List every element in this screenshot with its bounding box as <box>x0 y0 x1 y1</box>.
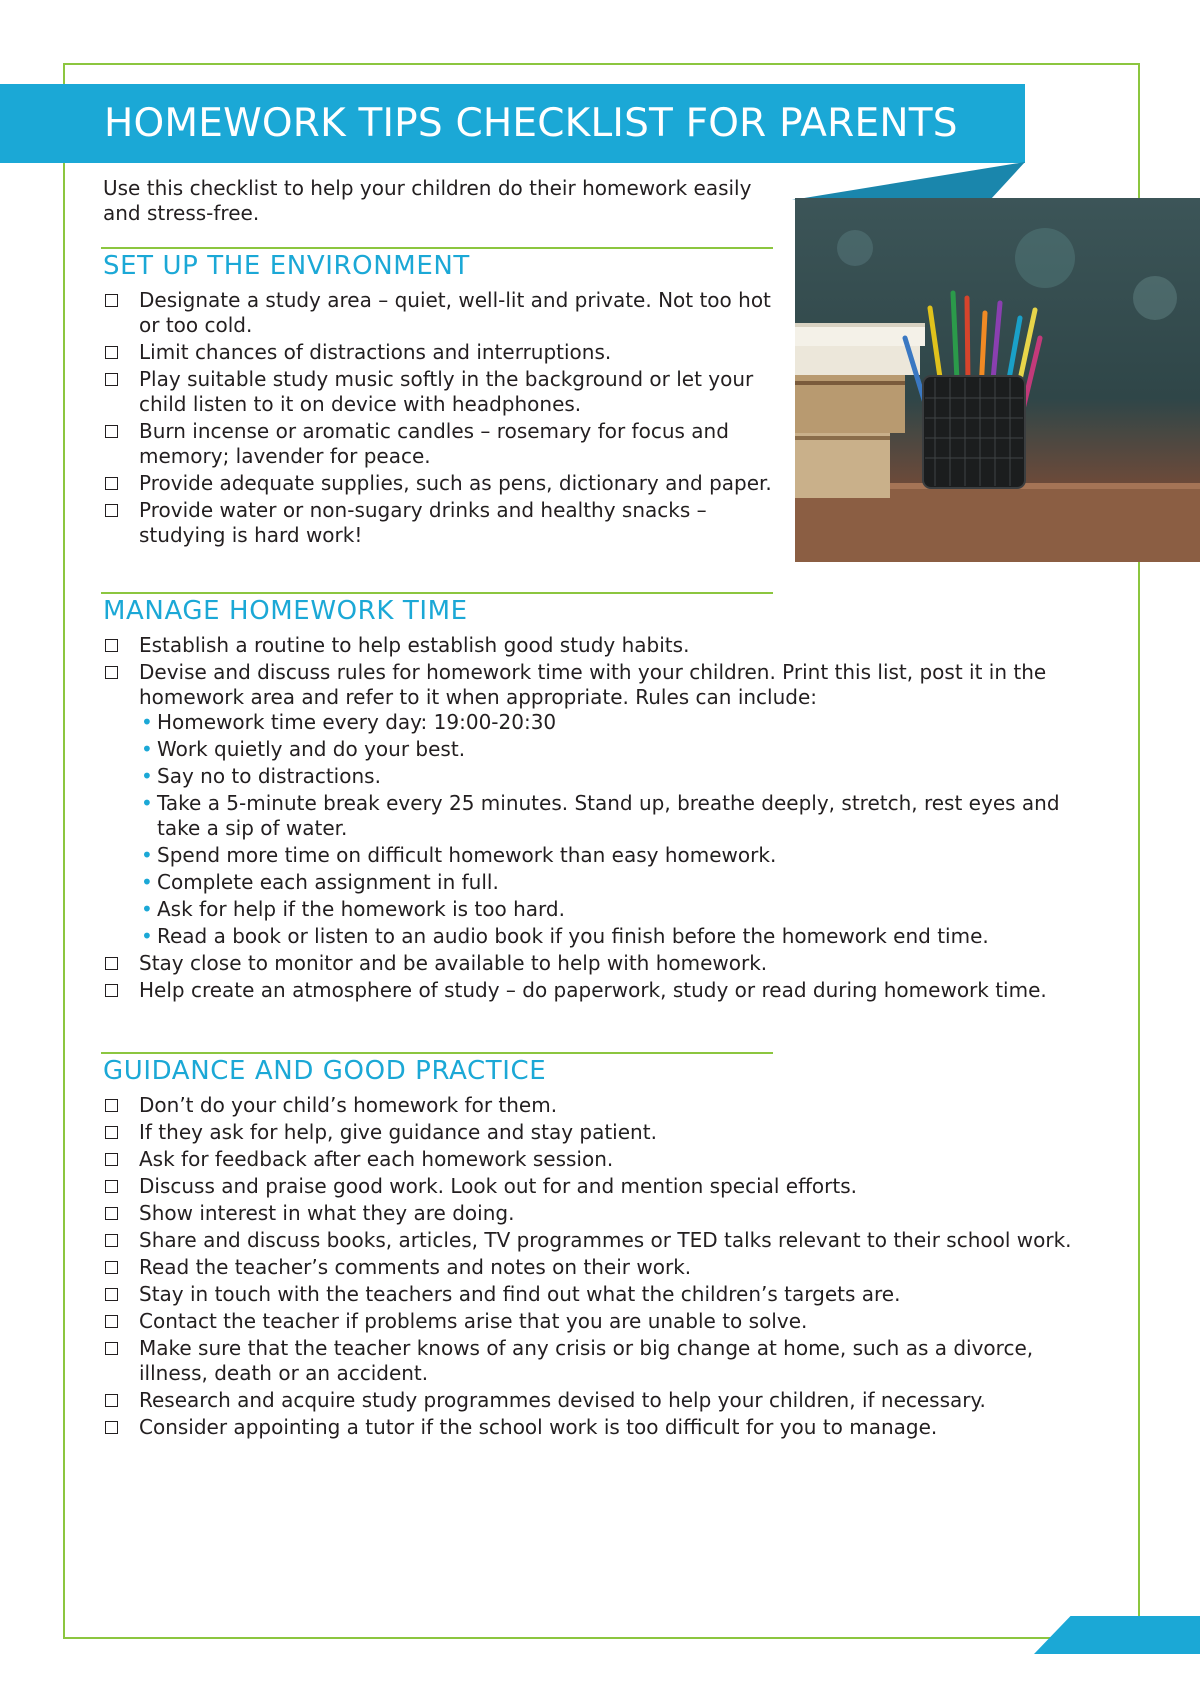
checklist-item-text: Help create an atmosphere of study – do paperwork, study or read during homework time. <box>139 978 1047 1002</box>
checklist-item <box>103 1388 1103 1413</box>
checklist-item-text: Contact the teacher if problems arise that you are unable to solve. <box>139 1309 808 1333</box>
rule-bullet <box>139 791 1093 841</box>
bullet-icon: • <box>141 870 153 894</box>
checkbox-icon[interactable] <box>105 957 118 970</box>
rule-text: Take a 5-minute break every 25 minutes. Stand up, breathe deeply, stretch, rest eyes and take a sip of water. <box>157 791 1060 840</box>
checkbox-icon[interactable] <box>105 984 118 997</box>
checkbox-icon[interactable] <box>105 1261 118 1274</box>
checklist-item <box>103 367 775 417</box>
checkbox-icon[interactable] <box>105 1342 118 1355</box>
checklist-item <box>103 1336 1103 1386</box>
section-heading-guidance: GUIDANCE AND GOOD PRACTICE <box>103 1056 547 1086</box>
checklist-item <box>103 1093 1103 1118</box>
rules-list <box>139 710 1093 949</box>
checkbox-icon[interactable] <box>105 1099 118 1112</box>
checklist-item-text: Limit chances of distractions and interruptions. <box>139 340 612 364</box>
checklist-item-text: Play suitable study music softly in the background or let your child listen to it on device with headphones. <box>139 367 754 416</box>
section-heading-time: MANAGE HOMEWORK TIME <box>103 596 468 626</box>
checkbox-icon[interactable] <box>105 1153 118 1166</box>
bullet-icon: • <box>141 791 153 815</box>
rule-bullet <box>139 737 1093 762</box>
intro-text: Use this checklist to help your children do their homework easily and stress-free. <box>103 176 752 225</box>
checklist-item-text: Discuss and praise good work. Look out for and mention special efforts. <box>139 1174 857 1198</box>
checklist-item <box>103 951 1093 976</box>
rule-bullet <box>139 870 1093 895</box>
checklist-item-text: Stay in touch with the teachers and find out what the children’s targets are. <box>139 1282 901 1306</box>
checkbox-icon[interactable] <box>105 1288 118 1301</box>
checklist-item-text: Provide water or non-sugary drinks and healthy snacks – studying is hard work! <box>139 498 707 547</box>
bullet-icon: • <box>141 897 153 921</box>
checkbox-icon[interactable] <box>105 639 118 652</box>
checkbox-icon[interactable] <box>105 504 118 517</box>
section-divider <box>101 592 773 594</box>
checklist-item <box>103 1174 1103 1199</box>
rule-text: Say no to distractions. <box>157 764 381 788</box>
rule-text: Homework time every day: 19:00-20:30 <box>157 710 557 734</box>
checklist-item <box>103 1309 1103 1334</box>
checklist-item <box>103 1120 1103 1145</box>
checklist-item-text: Stay close to monitor and be available to help with homework. <box>139 951 768 975</box>
rule-bullet <box>139 897 1093 922</box>
checklist-item-text: Read the teacher’s comments and notes on their work. <box>139 1255 692 1279</box>
page-title: HOMEWORK TIPS CHECKLIST FOR PARENTS <box>104 101 958 146</box>
checkbox-icon[interactable] <box>105 1180 118 1193</box>
checkbox-icon[interactable] <box>105 1126 118 1139</box>
checkbox-icon[interactable] <box>105 294 118 307</box>
checklist-item-text: Provide adequate supplies, such as pens, dictionary and paper. <box>139 471 772 495</box>
photo-illustration <box>795 198 1200 562</box>
time-checklist <box>103 633 1093 1005</box>
bullet-icon: • <box>141 924 153 948</box>
checkbox-icon[interactable] <box>105 373 118 386</box>
checklist-item <box>103 471 775 496</box>
checklist-item-text: Devise and discuss rules for homework time with your children. Print this list, post it in the homework area and refer to it when appropriate. Rules can include: <box>139 660 1047 709</box>
rule-bullet <box>139 843 1093 868</box>
checklist-item-text: If they ask for help, give guidance and stay patient. <box>139 1120 657 1144</box>
bullet-icon: • <box>141 710 153 734</box>
checklist-item-text: Consider appointing a tutor if the school work is too difficult for you to manage. <box>139 1415 938 1439</box>
checklist-item-text: Make sure that the teacher knows of any crisis or big change at home, such as a divorce, illness, death or an accident. <box>139 1336 1034 1385</box>
checklist-item <box>103 498 775 548</box>
checklist-item <box>103 978 1093 1003</box>
section-divider <box>101 247 773 249</box>
checklist-item <box>103 1415 1103 1440</box>
checklist-item-text: Don’t do your child’s homework for them. <box>139 1093 558 1117</box>
section-divider <box>101 1052 773 1054</box>
checklist-item <box>103 660 1093 949</box>
checklist-item <box>103 419 775 469</box>
checkbox-icon[interactable] <box>105 1394 118 1407</box>
section-heading-environment: SET UP THE ENVIRONMENT <box>103 251 470 281</box>
checklist-item <box>103 288 775 338</box>
checklist-item-text: Research and acquire study programmes devised to help your children, if necessary. <box>139 1388 986 1412</box>
guidance-checklist <box>103 1093 1103 1442</box>
checkbox-icon[interactable] <box>105 477 118 490</box>
rule-text: Work quietly and do your best. <box>157 737 466 761</box>
rule-bullet <box>139 710 1093 735</box>
checklist-item-text: Share and discuss books, articles, TV programmes or TED talks relevant to their school work. <box>139 1228 1072 1252</box>
checkbox-icon[interactable] <box>105 346 118 359</box>
checklist-item-text: Establish a routine to help establish good study habits. <box>139 633 690 657</box>
checkbox-icon[interactable] <box>105 1421 118 1434</box>
environment-checklist <box>103 288 775 550</box>
rule-bullet <box>139 764 1093 789</box>
checklist-item <box>103 340 775 365</box>
checkbox-icon[interactable] <box>105 1234 118 1247</box>
bullet-icon: • <box>141 764 153 788</box>
rule-text: Ask for help if the homework is too hard. <box>157 897 565 921</box>
checkbox-icon[interactable] <box>105 1207 118 1220</box>
checklist-item <box>103 1147 1103 1172</box>
rule-text: Complete each assignment in full. <box>157 870 499 894</box>
rule-text: Spend more time on difficult homework than easy homework. <box>157 843 777 867</box>
checklist-item <box>103 1228 1103 1253</box>
checkbox-icon[interactable] <box>105 666 118 679</box>
bullet-icon: • <box>141 843 153 867</box>
checklist-item-text: Designate a study area – quiet, well-lit and private. Not too hot or too cold. <box>139 288 771 337</box>
checklist-item <box>103 1201 1103 1226</box>
rule-bullet <box>139 924 1093 949</box>
checklist-item-text: Ask for feedback after each homework session. <box>139 1147 614 1171</box>
bullet-icon: • <box>141 737 153 761</box>
rule-text: Read a book or listen to an audio book if you finish before the homework end time. <box>157 924 989 948</box>
checklist-item <box>103 1282 1103 1307</box>
checklist-item <box>103 1255 1103 1280</box>
checklist-item-text: Show interest in what they are doing. <box>139 1201 515 1225</box>
checklist-item <box>103 633 1093 658</box>
checkbox-icon[interactable] <box>105 425 118 438</box>
books-pencils-photo <box>795 198 1200 562</box>
checklist-item-text: Burn incense or aromatic candles – rosemary for focus and memory; lavender for peace. <box>139 419 729 468</box>
checkbox-icon[interactable] <box>105 1315 118 1328</box>
